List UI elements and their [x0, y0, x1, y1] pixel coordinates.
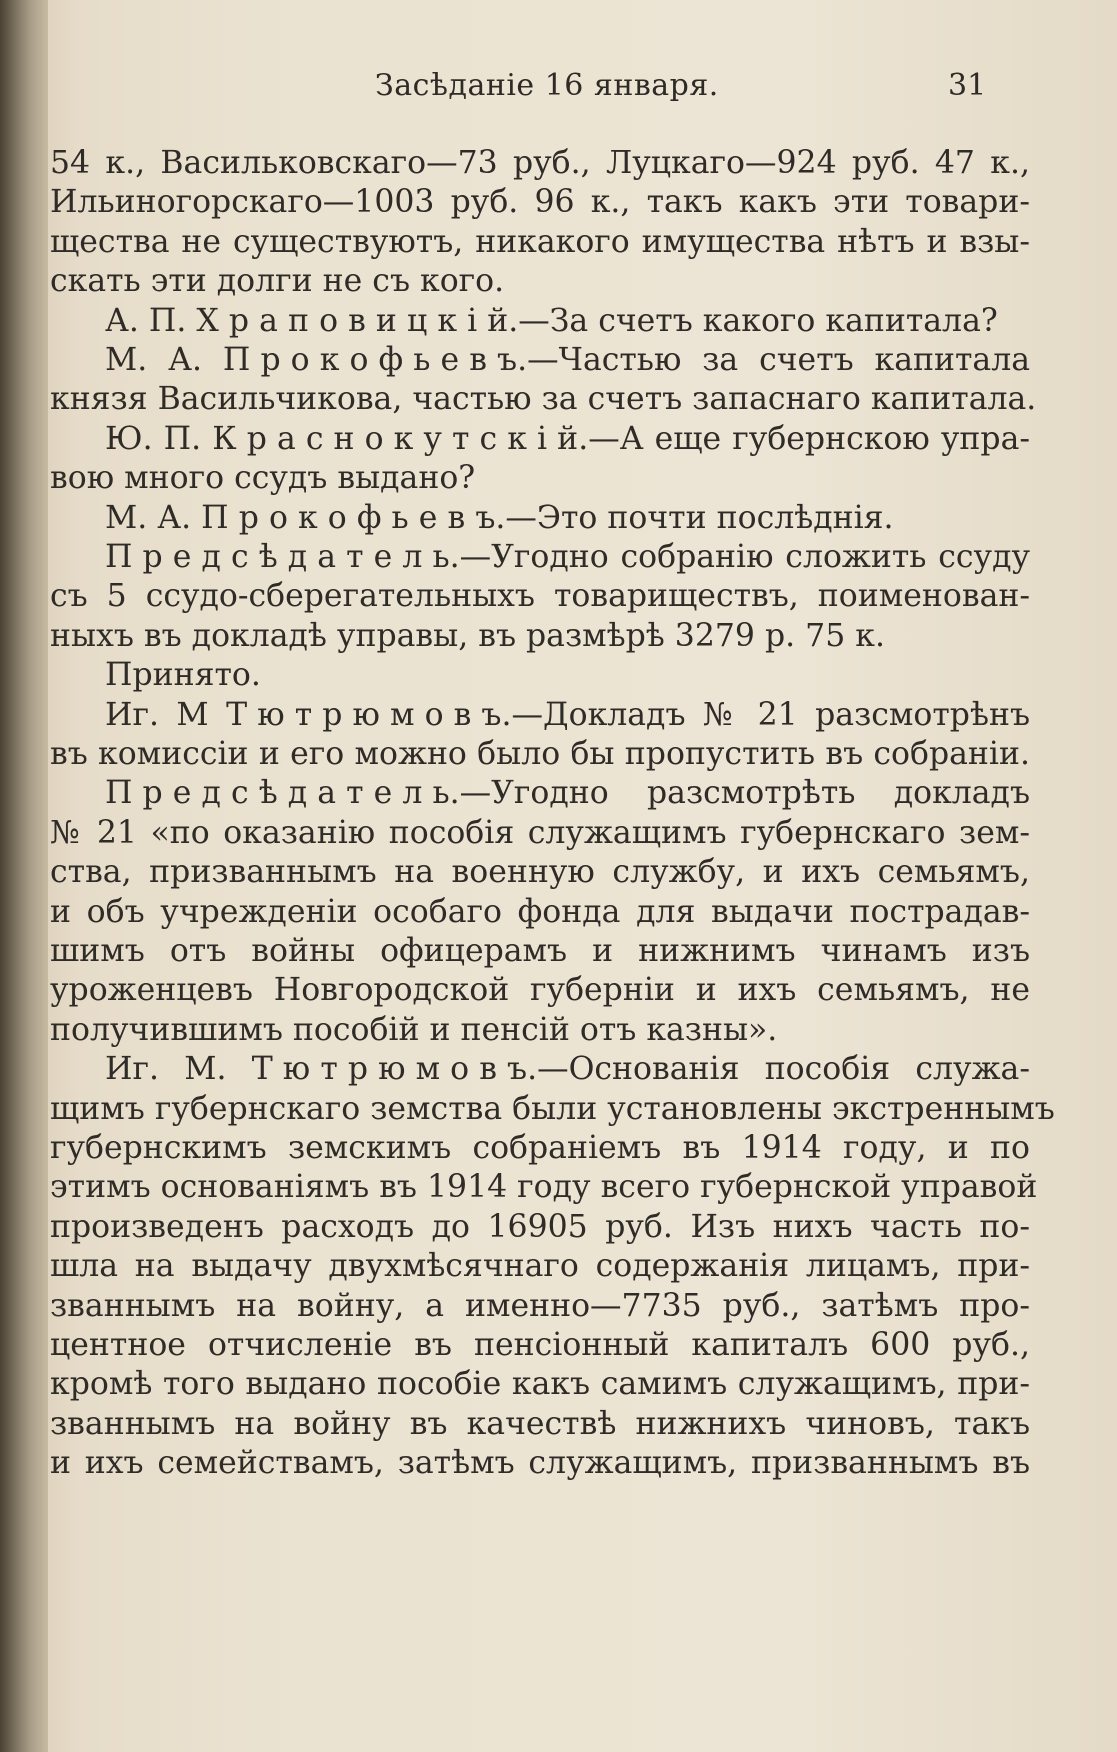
text-line [50, 220, 1030, 264]
text-line [50, 141, 1030, 185]
text-segment: получившимъ пособій и пенсій отъ казны». [50, 1011, 778, 1048]
text-segment: скать эти долги не съ кого. [50, 263, 505, 300]
text-line [105, 338, 1030, 382]
text-line [50, 890, 1030, 934]
text-line [50, 1008, 1030, 1052]
text-segment: Иг. М. [105, 1051, 252, 1088]
text-line [50, 1441, 1030, 1485]
speaker-name: Предсѣдатель [105, 539, 460, 575]
text-segment: М. А. [105, 499, 202, 536]
text-line [50, 1126, 1030, 1170]
text-line [105, 693, 1030, 737]
text-line [105, 535, 1030, 579]
text-segment: вою много ссудъ выдано? [50, 460, 476, 497]
text-line [50, 1205, 1030, 1249]
text-segment: уроженцевъ Новгородской губерніи и ихъ семьямъ, не [50, 972, 1030, 1009]
text-segment: кромѣ того выдано пособіе какъ самимъ служащимъ, при- [50, 1366, 1030, 1403]
text-segment: .—А еще губернскою упра- [578, 420, 1030, 457]
text-line [105, 653, 1030, 697]
text-line [50, 259, 1030, 303]
text-line [50, 1284, 1030, 1328]
text-segment: званнымъ на войну въ качествѣ нижнихъ чиновъ, такъ [50, 1405, 1030, 1442]
text-segment: ныхъ въ докладѣ управы, въ размѣрѣ 3279 р. 75 к. [50, 617, 885, 654]
text-line [50, 574, 1030, 618]
text-segment: губернскимъ земскимъ собраніемъ въ 1914 году, и по [50, 1130, 1030, 1166]
book-spine-shadow [0, 0, 48, 1752]
text-line [50, 1165, 1038, 1209]
text-segment: А. П. [105, 302, 197, 339]
text-segment: .—Частью за счетъ капитала [517, 342, 1030, 378]
speaker-name: Тютрюмовъ [251, 1051, 538, 1088]
text-segment: центное отчисленіе въ пенсіонный капиталъ 600 руб., [50, 1327, 1030, 1363]
text-segment: .—Угодно разсмотрѣть докладъ [449, 775, 1030, 812]
text-segment: Иг. М [105, 696, 227, 733]
text-segment: Ю. П. [105, 420, 213, 457]
text-line [105, 417, 1030, 461]
text-line [50, 180, 1030, 224]
text-line [105, 496, 1030, 540]
page-number: 31 [948, 68, 987, 103]
text-segment: .—Докладъ № 21 разсмотрѣнъ [501, 696, 1030, 733]
text-segment: произведенъ расходъ до 16905 руб. Изъ нихъ часть по- [50, 1208, 1030, 1245]
text-segment: званнымъ на войну, а именно—7735 руб., затѣмъ про- [50, 1287, 1030, 1324]
text-segment: шла на выдачу двухмѣсячнаго содержанія лицамъ, при- [50, 1248, 1030, 1285]
text-segment: щимъ губернскаго земства были установлены экстреннымъ [50, 1090, 1055, 1127]
text-segment: щества не существуютъ, никакого имущества нѣтъ и взы- [50, 223, 1030, 260]
running-header [0, 60, 1117, 110]
speaker-name: Предсѣдатель [105, 775, 460, 812]
text-line [105, 299, 1030, 343]
text-line [50, 614, 1030, 658]
text-segment: .—Угодно собранію сложить ссуду [449, 539, 1030, 575]
text-segment: и ихъ семействамъ, затѣмъ служащимъ, призваннымъ въ [50, 1445, 1030, 1482]
running-header-title: Засѣданіе 16 января. [375, 68, 719, 103]
text-segment: ства, призваннымъ на военную службу, и ихъ семьямъ, [50, 854, 1030, 891]
text-line [50, 377, 1037, 421]
text-line [50, 811, 1030, 855]
speaker-name: Прокофьевъ [222, 342, 528, 378]
text-segment: съ 5 ссудо-сберегательныхъ товариществъ, поименован- [50, 578, 1030, 615]
text-segment: и объ учрежденіи особаго фонда для выдачи пострадав- [50, 893, 1030, 930]
text-line [50, 1323, 1030, 1367]
speaker-name: Прокофьевъ [201, 499, 506, 536]
text-line [50, 850, 1030, 894]
text-segment: .—Это почти послѣднія. [495, 499, 894, 536]
text-segment: Принято. [105, 657, 261, 694]
text-line [50, 732, 1030, 776]
speaker-name: Тютрюмовъ [226, 696, 512, 733]
text-line [50, 1402, 1030, 1446]
text-segment: шимъ отъ войны офицерамъ и нижнимъ чинамъ изъ [50, 933, 1030, 969]
text-segment: князя Васильчикова, частью за счетъ запаснаго капитала. [50, 381, 1037, 418]
text-segment: № 21 «по оказанію пособія служащимъ губернскаго зем- [50, 814, 1030, 851]
text-segment: въ комиссіи и его можно было бы пропустить въ собраніи. [50, 736, 1030, 772]
text-line [50, 1362, 1030, 1406]
text-line [50, 456, 1030, 500]
text-segment: М. А. [105, 342, 223, 378]
speaker-name: Храповицкій [196, 302, 519, 339]
text-segment: этимъ основаніямъ въ 1914 году всего губернской управой [50, 1169, 1038, 1206]
speaker-name: Краснокутскій [212, 420, 589, 457]
text-line [105, 1047, 1030, 1091]
text-segment: .—Основанія пособія служа- [527, 1051, 1030, 1088]
text-line [50, 968, 1030, 1012]
text-segment: 54 к., Васильковскаго—73 руб., Луцкаго—924 руб. 47 к., [50, 145, 1030, 181]
text-segment: .—За счетъ какого капитала? [508, 302, 998, 339]
text-line [50, 1087, 1055, 1131]
text-line [50, 929, 1030, 973]
text-segment: Ильиногорскаго—1003 руб. 96 к., такъ какъ эти товари- [50, 184, 1030, 221]
text-line [50, 1244, 1030, 1288]
text-line [105, 771, 1030, 815]
